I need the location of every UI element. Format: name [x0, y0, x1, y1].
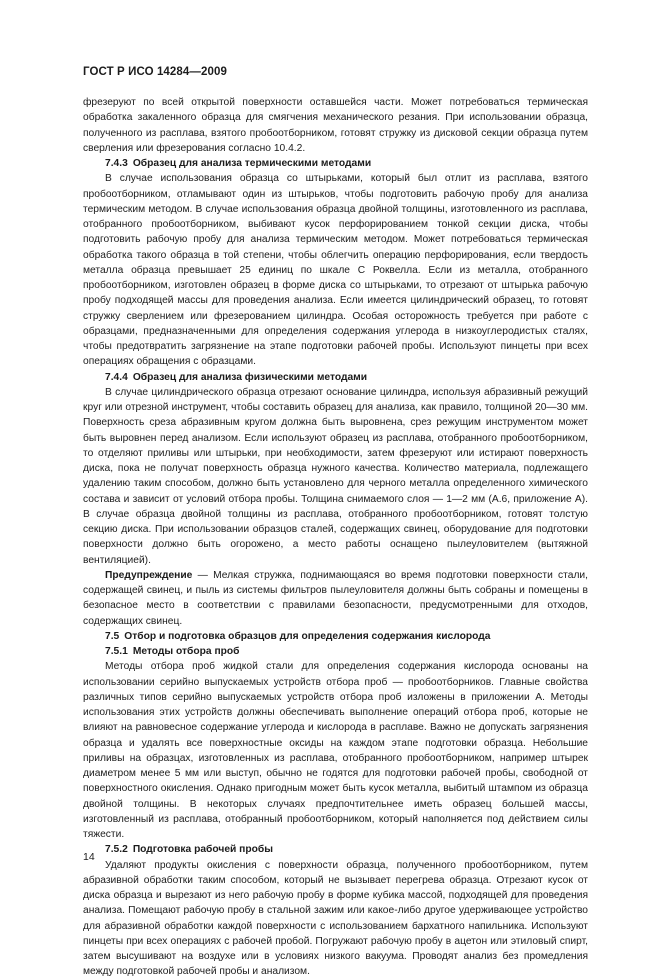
section-title: Образец для анализа термическими методами [132, 158, 372, 169]
document-header: ГОСТ Р ИСО 14284—2009 [83, 66, 228, 78]
section-heading-7-4-3 [83, 156, 588, 171]
section-number: 7.5.2 [105, 844, 128, 856]
paragraph-continuation: фрезеруют по всей открытой поверхности оставшейся части. Может потребоваться термическая обработка закаленного образца для смягчения механического резания. При использовании образца, полученного из расплава, взятого пробоотборником, готовят стружку из дисковой секции образца путем сверления или фрезерования согласно 10.4.2. [83, 97, 588, 154]
document-body [83, 95, 588, 980]
section-title: Подготовка рабочей пробы [132, 844, 273, 856]
warning-label: Предупреждение [105, 569, 193, 581]
section-number: 7.4.3 [105, 158, 128, 169]
paragraph-thermal-methods: В случае использования образца со штырьками, который был отлит из расплава, взятого пробоотборником, отламывают один из штырьков, чтобы подготовить рабочую пробу для анализа термическим методом. В случае использования образца двойной толщины, изготовленного из расплава, отобранного пробоотборником, выбивают кусок перфорированием тонкой секции диска, чтобы подготовить рабочую пробу для анализа термическим методом. Может потребоваться термическая обработка такого образца в той степени, чтобы облегчить операцию перфорирования, если твердость металла образца превышает 25 единиц по шкале С Роквелла. Если из металла, отобранного пробоотборником, изготовлен образец в форме диска со штырьками, то отрезают от штырька рабочую пробу подходящей массы для проведения анализа. Если имеется цилиндрический образец, то готовят стружку сверлением или фрезерованием цилиндра. Особая осторожность требуется при работе с образцами, предназначенными для определения содержания углерода в низкоуглеродистых сталях, чтобы предотвратить загрязнение на этапе подготовки рабочей пробы. Используют пинцеты при всех операциях обращения с образцами. [83, 173, 588, 368]
warning-text: — Мелкая стружка, поднимающаяся во время подготовки поверхности стали, содержащей свинец, и пыль из системы фильтров пылеуловителя должны быть собраны и помещены в безопасное место в соответствии с правилами безопасности, предусмотренными для отходов, содержащих свинец. [83, 569, 588, 627]
section-title: Методы отбора проб [132, 646, 240, 657]
paragraph-test-sample-preparation: Удаляют продукты окисления с поверхности образца, полученного пробоотборником, путем абразивной обработки таким способом, который не вызывает перегрева образца. Отрезают кусок от диска образца и вырезают из него рабочую пробу в форме кубика массой, подходящей для проведения анализа. Помещают рабочую пробу в стальной зажим или какое-либо другое удерживающее устройство для абразивной обработки каждой поверхности с использованием бархатного напильника. Используют пинцеты при всех операциях с рабочей пробой. Погружают рабочую пробу в ацетон или этиловый спирт, затем высушивают на воздухе или в условиях низкого вакуума. Проводят анализ без промедления между подготовкой рабочей пробы и анализом. [83, 859, 588, 978]
warning-note [83, 568, 588, 629]
section-number: 7.4.4 [105, 371, 128, 383]
page-number: 14 [83, 851, 95, 863]
section-number: 7.5.1 [105, 646, 128, 657]
section-title: Отбор и подготовка образцов для определения содержания кислорода [124, 630, 491, 642]
section-title: Образец для анализа физическими методами [132, 371, 368, 383]
paragraph-physical-methods: В случае цилиндрического образца отрезают основание цилиндра, используя абразивный режущий круг или отрезной инструмент, чтобы составить образец для анализа, как правило, толщиной 20—30 мм. Поверхность среза абразивным кругом должна быть выровнена, срез режущим инструментом может быть выровнен перед анализом. Если используют образец из расплава, отобранного пробоотборником, то отделяют приливы или штырьки, при необходимости, затем фрезеруют или истирают поверхность диска, пока не получат поверхность образца нужного качества. Количество материала, подлежащего удалению таким способом, должно быть установлено для черного металла определенного химического состава и зависит от условий отбора пробы. Толщина снимаемого слоя — 1—2 мм (А.6, приложение А). В случае образца двойной толщины из расплава, отобранного пробоотборником, готовят толстую секцию диска. При использовании образцов сталей, содержащих свинец, оборудование для подготовки поверхности должно быть огорожено, а место работы оснащено пылеуловителем (вытяжной вентиляцией). [83, 386, 588, 566]
paragraph-sampling-methods: Методы отбора проб жидкой стали для определения содержания кислорода основаны на использовании серийно выпускаемых устройств отбора проб — пробоотборников. Главные свойства различных типов серийно выпускаемых устройств отбора проб изложены в приложении А. Методы использования этих устройств должны обеспечивать выполнение операций отбора проб, которые не влияют на равновесное содержание углерода и кислорода в расплаве. Важно не допускать загрязнения образца и удалять все поверхностные оксиды на каждом этапе подготовки образца. Небольшие приливы на образцах, изготовленных из расплава, отобранного пробоотборником, например штырек диаметром менее 5 мм или выступ, обычно не годятся для подготовки рабочей пробы, свободной от поверхностного окисления. Однако пригодным может быть кусок металла, выбитый штампом из образца двойной толщины. В некоторых случаях предпочтительнее иметь образец большей массы, изготовленный из расплава, отобранный пробоотборником, который наполняется под действием силы тяжести. [83, 661, 588, 840]
section-heading-7-4-4 [83, 370, 588, 385]
section-heading-7-5-2 [83, 842, 588, 857]
section-heading-7-5 [83, 629, 588, 644]
section-heading-7-5-1 [83, 644, 588, 659]
section-number: 7.5 [105, 630, 120, 642]
